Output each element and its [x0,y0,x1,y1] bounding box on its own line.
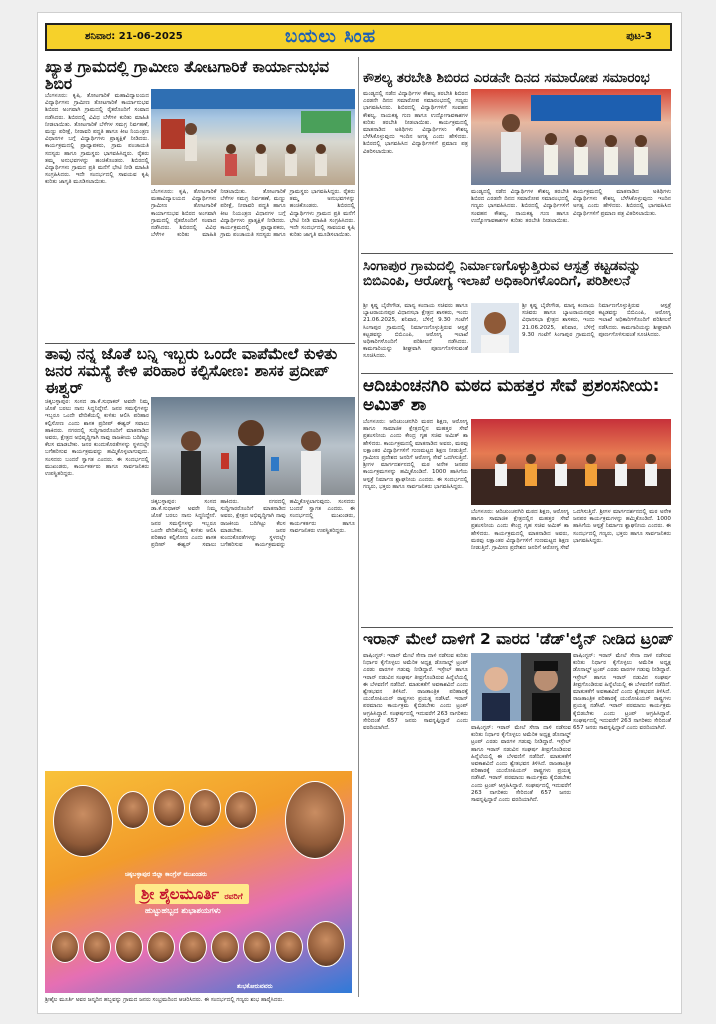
article-body: ಬೆಂಗಳೂರು: ಕೃಷಿ, ತೋಟಗಾರಿಕೆ ಮಹಾವಿದ್ಯಾಲಯದ ವಿದ್ಯಾರ್ಥಿಗಳು ಗ್ರಾಮೀಣ ತೋಟಗಾರಿಕೆ ಕಾರ್ಯಾನುಭವ ಶಿಬಿರದ ಅಂಗವಾಗಿ ಗ್ರಾಮದಲ್ಲಿ ರೈತರೊಂದಿಗೆ ಸಂವಾದ ನಡೆಸಿದರು. ಶಿಬಿರದಲ್ಲಿ ವಿವಿಧ ಬೆಳೆಗಳ ಕುರಿತು ಮಾಹಿತಿ ನೀಡಲಾಯಿತು. ತೋಟಗಾರಿಕೆ ಬೆಳೆಗಳ ಸಮಗ್ರ ನಿರ್ವಹಣೆ, ಮಣ್ಣು ಪರೀಕ್ಷೆ, ನೀರಾವರಿ ಪದ್ಧತಿ ಹಾಗೂ ಕೀಟ ನಿಯಂತ್ರಣ ವಿಧಾನಗಳ ಬಗ್ಗೆ ವಿದ್ಯಾರ್ಥಿಗಳು ಪ್ರಾತ್ಯಕ್ಷಿಕೆ ನೀಡಿದರು. ಕಾರ್ಯಕ್ರಮದಲ್ಲಿ ಪ್ರಾಧ್ಯಾಪಕರು, ಗ್ರಾಮ ಪಂಚಾಯತಿ ಸದಸ್ಯರು ಹಾಗೂ ಗ್ರಾಮಸ್ಥರು ಭಾಗವಹಿಸಿದ್ದರು. ರೈತರು ತಮ್ಮ ಅನುಭವಗಳನ್ನು ಹಂಚಿಕೊಂಡರು. ಶಿಬಿರದಲ್ಲಿ ವಿದ್ಯಾರ್ಥಿಗಳು ಗ್ರಾಮದ ಪ್ರತಿ ಮನೆಗೆ ಭೇಟಿ ನೀಡಿ ಮಾಹಿತಿ ಸಂಗ್ರಹಿಸಿದರು. ಇದೇ ಸಂದರ್ಭದಲ್ಲಿ ಸಾವಯವ ಕೃಷಿ ಕುರಿತು ಜಾಗೃತಿ ಮೂಡಿಸಲಾಯಿತು. [45,93,149,186]
article-headline: ಸಿಂಗಾಪುರ ಗ್ರಾಮದಲ್ಲಿ ನಿರ್ಮಾಣಗೊಳ್ಳುತ್ತಿರುವ ಆಸ್ಪತ್ರೆ ಕಟ್ಟಡವನ್ನು ಬಿಬಿಎಂಪಿ, ಆರೋಗ್ಯ ಇಲಾಖೆ ಅಧಿಕಾರಿಗಳೊಂದಿಗೆ, ಪರಿಶೀಲನೆ [363,258,641,289]
section-rule [361,373,673,374]
ad-sponsor: ಶುಭಕೋರುವವರು [237,983,273,990]
ad-portrait [51,931,79,963]
ad-name-text: ಶ್ರೀ ಶೈಲಮೂರ್ತಿ [141,885,220,903]
ad-honoree-name [135,884,249,904]
page-number: ಪುಟ-3 [626,31,652,42]
article-body-continued: ಬೆಂಗಳೂರು: ಕೃಷಿ, ತೋಟಗಾರಿಕೆ ಮಹಾವಿದ್ಯಾಲಯದ ವಿದ್ಯಾರ್ಥಿಗಳು ಗ್ರಾಮೀಣ ತೋಟಗಾರಿಕೆ ಕಾರ್ಯಾನುಭವ ಶಿಬಿರದ ಅಂಗವಾಗಿ ಗ್ರಾಮದಲ್ಲಿ ರೈತರೊಂದಿಗೆ ಸಂವಾದ ನಡೆಸಿದರು. ಶಿಬಿರದಲ್ಲಿ ವಿವಿಧ ಬೆಳೆಗಳ ಕುರಿತು ಮಾಹಿತಿ ನೀಡಲಾಯಿತು. ತೋಟಗಾರಿಕೆ ಬೆಳೆಗಳ ಸಮಗ್ರ ನಿರ್ವಹಣೆ, ಮಣ್ಣು ಪರೀಕ್ಷೆ, ನೀರಾವರಿ ಪದ್ಧತಿ ಹಾಗೂ ಕೀಟ ನಿಯಂತ್ರಣ ವಿಧಾನಗಳ ಬಗ್ಗೆ ವಿದ್ಯಾರ್ಥಿಗಳು ಪ್ರಾತ್ಯಕ್ಷಿಕೆ ನೀಡಿದರು. ಕಾರ್ಯಕ್ರಮದಲ್ಲಿ ಪ್ರಾಧ್ಯಾಪಕರು, ಗ್ರಾಮ ಪಂಚಾಯತಿ ಸದಸ್ಯರು ಹಾಗೂ ಗ್ರಾಮಸ್ಥರು ಭಾಗವಹಿಸಿದ್ದರು. ರೈತರು ತಮ್ಮ ಅನುಭವಗಳನ್ನು ಹಂಚಿಕೊಂಡರು. ಶಿಬಿರದಲ್ಲಿ ವಿದ್ಯಾರ್ಥಿಗಳು ಗ್ರಾಮದ ಪ್ರತಿ ಮನೆಗೆ ಭೇಟಿ ನೀಡಿ ಮಾಹಿತಿ ಸಂಗ್ರಹಿಸಿದರು. ಇದೇ ಸಂದರ್ಭದಲ್ಲಿ ಸಾವಯವ ಕೃಷಿ ಕುರಿತು ಜಾಗೃತಿ ಮೂಡಿಸಲಾಯಿತು. [151,189,355,239]
column-divider [358,57,359,997]
article-body: ಮಂಡ್ಯದಲ್ಲಿ ನಡೆದ ವಿದ್ಯಾರ್ಥಿಗಳ ಕೌಶಲ್ಯ ತರಬೇತಿ ಶಿಬಿರದ ಎರಡನೇ ದಿನದ ಸಮಾರೋಪ ಸಮಾರಂಭದಲ್ಲಿ ಗಣ್ಯರು ಭಾಗವಹಿಸಿದರು. ಶಿಬಿರದಲ್ಲಿ ವಿದ್ಯಾರ್ಥಿಗಳಿಗೆ ಸಂವಹನ ಕೌಶಲ್ಯ, ನಾಯಕತ್ವ ಗುಣ ಹಾಗೂ ಉದ್ಯೋಗಾವಕಾಶಗಳ ಕುರಿತು ತರಬೇತಿ ನೀಡಲಾಯಿತು. ಕಾರ್ಯಕ್ರಮದಲ್ಲಿ ಮಾತನಾಡಿದ ಅತಿಥಿಗಳು ವಿದ್ಯಾರ್ಥಿಗಳು ಕೌಶಲ್ಯ ಬೆಳೆಸಿಕೊಳ್ಳುವುದು ಇಂದಿನ ಅಗತ್ಯ ಎಂದು ಹೇಳಿದರು. ಶಿಬಿರದಲ್ಲಿ ಭಾಗವಹಿಸಿದ ವಿದ್ಯಾರ್ಥಿಗಳಿಗೆ ಪ್ರಮಾಣ ಪತ್ರ ವಿತರಿಸಲಾಯಿತು. [363,91,468,155]
article-headline: ಇರಾನ್ ಮೇಲೆ ದಾಳಿಗೆ 2 ವಾರದ 'ಡೆಡ್'ಲೈನ್ ನೀಡಿದ ಟ್ರಂಪ್ [363,630,674,648]
article-photo [471,89,671,185]
article-body: ಚಿಕ್ಕಬಳ್ಳಾಪುರ: ಸಂಸದ ಡಾ.ಕೆ.ಸುಧಾಕರ್ ಅವರೇ ನಿಮ್ಮ ಜೊತೆ ಬರಲು ನಾನು ಸಿದ್ಧನಿದ್ದೇನೆ. ಜನರ ಸಮಸ್ಯೆಗಳನ್ನು ಇಬ್ಬರೂ ಒಂದೇ ವೇದಿಕೆಯಲ್ಲಿ ಕುಳಿತು ಆಲಿಸಿ ಪರಿಹಾರ ಕಲ್ಪಿಸೋಣ ಎಂದು ಶಾಸಕ ಪ್ರದೀಪ್ ಈಶ್ವರ್ ಸವಾಲು ಹಾಕಿದರು. ನಗರದಲ್ಲಿ ಸುದ್ದಿಗಾರರೊಂದಿಗೆ ಮಾತನಾಡಿದ ಅವರು, ಕ್ಷೇತ್ರದ ಅಭಿವೃದ್ಧಿಗಾಗಿ ನಾವು ರಾಜಕೀಯ ಬದಿಗಿಟ್ಟು ಕೆಲಸ ಮಾಡಬೇಕು. ಜನರ ಕುಂದುಕೊರತೆಗಳನ್ನು ಸ್ಥಳದಲ್ಲೇ ಬಗೆಹರಿಸುವ ಕಾರ್ಯಕ್ರಮವನ್ನು ಹಮ್ಮಿಕೊಳ್ಳಲಾಗುವುದು. ಸಂಸದರು ಬಂದರೆ ಸ್ವಾಗತ ಎಂದರು. ಈ ಸಂದರ್ಭದಲ್ಲಿ ಮುಖಂಡರು, ಕಾರ್ಯಕರ್ತರು ಹಾಗೂ ಸಾರ್ವಜನಿಕರು ಉಪಸ್ಥಿತರಿದ್ದರು. [45,399,149,478]
article-headline: ಖ್ಯಾತ ಗ್ರಾಮದಲ್ಲಿ ಗ್ರಾಮೀಣ ತೋಟಗಾರಿಕೆ ಕಾರ್ಯಾನುಭವ ಶಿಬಿರ [45,58,330,94]
article-headline: ಕೌಶಲ್ಯ ತರಬೇತಿ ಶಿಬಿರದ ಎರಡನೇ ದಿನದ ಸಮಾರೋಪ ಸಮಾರಂಭ [363,70,650,86]
ad-portrait [285,781,345,859]
newspaper-page [37,12,682,1014]
section-rule [361,627,673,628]
leaders-photo-illustration [471,653,571,721]
section-rule [45,343,355,344]
ad-portrait [115,931,143,963]
article-body-continued: ಚಿಕ್ಕಬಳ್ಳಾಪುರ: ಸಂಸದ ಡಾ.ಕೆ.ಸುಧಾಕರ್ ಅವರೇ ನಿಮ್ಮ ಜೊತೆ ಬರಲು ನಾನು ಸಿದ್ಧನಿದ್ದೇನೆ. ಜನರ ಸಮಸ್ಯೆಗಳನ್ನು ಇಬ್ಬರೂ ಒಂದೇ ವೇದಿಕೆಯಲ್ಲಿ ಕುಳಿತು ಆಲಿಸಿ ಪರಿಹಾರ ಕಲ್ಪಿಸೋಣ ಎಂದು ಶಾಸಕ ಪ್ರದೀಪ್ ಈಶ್ವರ್ ಸವಾಲು ಹಾಕಿದರು. ನಗರದಲ್ಲಿ ಸುದ್ದಿಗಾರರೊಂದಿಗೆ ಮಾತನಾಡಿದ ಅವರು, ಕ್ಷೇತ್ರದ ಅಭಿವೃದ್ಧಿಗಾಗಿ ನಾವು ರಾಜಕೀಯ ಬದಿಗಿಟ್ಟು ಕೆಲಸ ಮಾಡಬೇಕು. ಜನರ ಕುಂದುಕೊರತೆಗಳನ್ನು ಸ್ಥಳದಲ್ಲೇ ಬಗೆಹರಿಸುವ ಕಾರ್ಯಕ್ರಮವನ್ನು ಹಮ್ಮಿಕೊಳ್ಳಲಾಗುವುದು. ಸಂಸದರು ಬಂದರೆ ಸ್ವಾಗತ ಎಂದರು. ಈ ಸಂದರ್ಭದಲ್ಲಿ ಮುಖಂಡರು, ಕಾರ್ಯಕರ್ತರು ಹಾಗೂ ಸಾರ್ವಜನಿಕರು ಉಪಸ್ಥಿತರಿದ್ದರು. [151,499,355,549]
ad-portrait [243,931,271,963]
ad-portrait [147,931,175,963]
article-photo [151,89,355,185]
masthead [45,23,672,51]
article-body-continued: ಮಂಡ್ಯದಲ್ಲಿ ನಡೆದ ವಿದ್ಯಾರ್ಥಿಗಳ ಕೌಶಲ್ಯ ತರಬೇತಿ ಶಿಬಿರದ ಎರಡನೇ ದಿನದ ಸಮಾರೋಪ ಸಮಾರಂಭದಲ್ಲಿ ಗಣ್ಯರು ಭಾಗವಹಿಸಿದರು. ಶಿಬಿರದಲ್ಲಿ ವಿದ್ಯಾರ್ಥಿಗಳಿಗೆ ಸಂವಹನ ಕೌಶಲ್ಯ, ನಾಯಕತ್ವ ಗುಣ ಹಾಗೂ ಉದ್ಯೋಗಾವಕಾಶಗಳ ಕುರಿತು ತರಬೇತಿ ನೀಡಲಾಯಿತು. ಕಾರ್ಯಕ್ರಮದಲ್ಲಿ ಮಾತನಾಡಿದ ಅತಿಥಿಗಳು ವಿದ್ಯಾರ್ಥಿಗಳು ಕೌಶಲ್ಯ ಬೆಳೆಸಿಕೊಳ್ಳುವುದು ಇಂದಿನ ಅಗತ್ಯ ಎಂದು ಹೇಳಿದರು. ಶಿಬಿರದಲ್ಲಿ ಭಾಗವಹಿಸಿದ ವಿದ್ಯಾರ್ಥಿಗಳಿಗೆ ಪ್ರಮಾಣ ಪತ್ರ ವಿತರಿಸಲಾಯಿತು. [471,189,671,224]
event-photo-illustration [151,89,355,185]
newspaper-title: ಬಯಲು ಸಿಂಹ [285,26,377,47]
portrait-photo [471,303,519,353]
ad-portrait [153,789,185,827]
article-body-continued: ವಾಷಿಂಗ್ಟನ್: ಇರಾನ್ ಮೇಲೆ ಸೇನಾ ದಾಳಿ ನಡೆಸುವ ಕುರಿತು ನಿರ್ಧಾರ ಕೈಗೊಳ್ಳಲು ಅಮೆರಿಕ ಅಧ್ಯಕ್ಷ ಡೊನಾಲ್ಡ್ ಟ್ರಂಪ್ ಎರಡು ವಾರಗಳ ಗಡುವು ನೀಡಿದ್ದಾರೆ. ಇಸ್ರೇಲ್ ಹಾಗೂ ಇರಾನ್ ನಡುವಿನ ಸಂಘರ್ಷ ತೀವ್ರಗೊಂಡಿರುವ ಹಿನ್ನೆಲೆಯಲ್ಲಿ ಈ ಬೆಳವಣಿಗೆ ನಡೆದಿದೆ. ಮಾತುಕತೆಗೆ ಅವಕಾಶವಿದೆ ಎಂದು ಶ್ವೇತಭವನ ತಿಳಿಸಿದೆ. ರಾಜತಾಂತ್ರಿಕ ಪರಿಹಾರಕ್ಕೆ ಯುರೋಪಿಯನ್ ರಾಷ್ಟ್ರಗಳು ಪ್ರಯತ್ನ ನಡೆಸಿವೆ. ಇರಾನ್ ಪರಮಾಣು ಕಾರ್ಯಕ್ರಮ ಕೈಬಿಡಬೇಕು ಎಂದು ಟ್ರಂಪ್ ಆಗ್ರಹಿಸಿದ್ದಾರೆ. ಸಂಘರ್ಷದಲ್ಲಿ ಇದುವರೆಗೆ 263 ನಾಗರಿಕರು ಸೇರಿದಂತೆ 657 ಜನರು ಸಾವನ್ನಪ್ಪಿದ್ದಾರೆ ಎಂದು ವರದಿಯಾಗಿದೆ. [573,653,671,732]
ad-portrait [117,791,149,829]
workshop-photo-illustration [471,89,671,185]
ad-caption: ಶ್ರೀಶೈಲ ಮೂರ್ತಿ ಅವರ ಜನ್ಮದಿನ ಹಬ್ಬವನ್ನು ಗ್ರಾಮದ ಜನರು ಸಂಭ್ರಮದಿಂದ ಆಚರಿಸಿದರು. ಈ ಸಂದರ್ಭದಲ್ಲಿ ಗಣ್ಯರು ಶುಭ ಹಾರೈಸಿದರು. [45,997,285,1003]
birthday-advertisement [45,771,352,993]
ad-portrait [83,931,111,963]
section-rule [361,253,673,254]
article-body: ಬೆಂಗಳೂರು: ಆದಿಚುಂಚನಗಿರಿ ಮಠದ ಶಿಕ್ಷಣ, ಆರೋಗ್ಯ ಹಾಗೂ ಸಾಮಾಜಿಕ ಕ್ಷೇತ್ರದಲ್ಲಿನ ಮಹತ್ತರ ಸೇವೆ ಪ್ರಶಂಸನೀಯ ಎಂದು ಕೇಂದ್ರ ಗೃಹ ಸಚಿವ ಅಮಿತ್ ಶಾ ಹೇಳಿದರು. ಕಾರ್ಯಕ್ರಮದಲ್ಲಿ ಮಾತನಾಡಿದ ಅವರು, ಮಠವು ಲಕ್ಷಾಂತರ ವಿದ್ಯಾರ್ಥಿಗಳಿಗೆ ಗುಣಮಟ್ಟದ ಶಿಕ್ಷಣ ನೀಡುತ್ತಿದೆ. ಗ್ರಾಮೀಣ ಪ್ರದೇಶದ ಜನರಿಗೆ ಆರೋಗ್ಯ ಸೇವೆ ಒದಗಿಸುತ್ತಿದೆ. ಶ್ರೀಗಳ ಮಾರ್ಗದರ್ಶನದಲ್ಲಿ ಮಠ ಅನೇಕ ಜನಪರ ಕಾರ್ಯಕ್ರಮಗಳನ್ನು ಹಮ್ಮಿಕೊಂಡಿದೆ. 1000 ಹಾಸಿಗೆಯ ಆಸ್ಪತ್ರೆ ನಿರ್ಮಾಣ ಶ್ಲಾಘನೀಯ ಎಂದರು. ಈ ಸಂದರ್ಭದಲ್ಲಿ ಗಣ್ಯರು, ಭಕ್ತರು ಹಾಗೂ ಸಾರ್ವಜನಿಕರು ಭಾಗವಹಿಸಿದ್ದರು. [363,419,468,490]
article-photo [471,653,571,721]
article-body: ಶ್ರೀ ಕೃಷ್ಣ ಬೈರೇಗೌಡ, ಮಾನ್ಯ ಕಂದಾಯ ಸಚಿವರು ಹಾಗೂ ಬ್ಯಾಟರಾಯನಪುರ ವಿಧಾನಸಭಾ ಕ್ಷೇತ್ರದ ಶಾಸಕರು, ಇಂದು 21.06.2025, ಶನಿವಾರ, ಬೆಳಿಗ್ಗೆ 9.30 ಗಂಟೆಗೆ ಸಿಂಗಾಪುರ ಗ್ರಾಮದಲ್ಲಿ ನಿರ್ಮಾಣಗೊಳ್ಳುತ್ತಿರುವ ಆಸ್ಪತ್ರೆ ಕಟ್ಟಡವನ್ನು ಬಿಬಿಎಂಪಿ, ಆರೋಗ್ಯ ಇಲಾಖೆ ಅಧಿಕಾರಿಗಳೊಂದಿಗೆ ಪರಿಶೀಲನೆ ನಡೆಸಿದರು. ಕಾಮಗಾರಿಯನ್ನು ಶೀಘ್ರವಾಗಿ ಪೂರ್ಣಗೊಳಿಸುವಂತೆ ಸೂಚಿಸಿದರು. [363,303,468,360]
portrait-illustration [471,303,519,353]
article-body-continued: ಬೆಂಗಳೂರು: ಆದಿಚುಂಚನಗಿರಿ ಮಠದ ಶಿಕ್ಷಣ, ಆರೋಗ್ಯ ಹಾಗೂ ಸಾಮಾಜಿಕ ಕ್ಷೇತ್ರದಲ್ಲಿನ ಮಹತ್ತರ ಸೇವೆ ಪ್ರಶಂಸನೀಯ ಎಂದು ಕೇಂದ್ರ ಗೃಹ ಸಚಿವ ಅಮಿತ್ ಶಾ ಹೇಳಿದರು. ಕಾರ್ಯಕ್ರಮದಲ್ಲಿ ಮಾತನಾಡಿದ ಅವರು, ಮಠವು ಲಕ್ಷಾಂತರ ವಿದ್ಯಾರ್ಥಿಗಳಿಗೆ ಗುಣಮಟ್ಟದ ಶಿಕ್ಷಣ ನೀಡುತ್ತಿದೆ. ಗ್ರಾಮೀಣ ಪ್ರದೇಶದ ಜನರಿಗೆ ಆರೋಗ್ಯ ಸೇವೆ ಒದಗಿಸುತ್ತಿದೆ. ಶ್ರೀಗಳ ಮಾರ್ಗದರ್ಶನದಲ್ಲಿ ಮಠ ಅನೇಕ ಜನಪರ ಕಾರ್ಯಕ್ರಮಗಳನ್ನು ಹಮ್ಮಿಕೊಂಡಿದೆ. 1000 ಹಾಸಿಗೆಯ ಆಸ್ಪತ್ರೆ ನಿರ್ಮಾಣ ಶ್ಲಾಘನೀಯ ಎಂದರು. ಈ ಸಂದರ್ಭದಲ್ಲಿ ಗಣ್ಯರು, ಭಕ್ತರು ಹಾಗೂ ಸಾರ್ವಜನಿಕರು ಭಾಗವಹಿಸಿದ್ದರು. [471,509,671,552]
ad-portrait [189,789,221,827]
ad-portrait [211,931,239,963]
ad-portrait [275,931,303,963]
article-headline: ಆದಿಚುಂಚನಗಿರಿ ಮಠದ ಮಹತ್ತರ ಸೇವೆ ಪ್ರಶಂಸನೀಯ: ಅಮಿತ್ ಶಾ [363,376,660,415]
ad-portrait [179,931,207,963]
ad-portrait [225,791,257,829]
article-body-continued: ಶ್ರೀ ಕೃಷ್ಣ ಬೈರೇಗೌಡ, ಮಾನ್ಯ ಕಂದಾಯ ಸಚಿವರು ಹಾಗೂ ಬ್ಯಾಟರಾಯನಪುರ ವಿಧಾನಸಭಾ ಕ್ಷೇತ್ರದ ಶಾಸಕರು, ಇಂದು 21.06.2025, ಶನಿವಾರ, ಬೆಳಿಗ್ಗೆ 9.30 ಗಂಟೆಗೆ ಸಿಂಗಾಪುರ ಗ್ರಾಮದಲ್ಲಿ ನಿರ್ಮಾಣಗೊಳ್ಳುತ್ತಿರುವ ಆಸ್ಪತ್ರೆ ಕಟ್ಟಡವನ್ನು ಬಿಬಿಎಂಪಿ, ಆರೋಗ್ಯ ಇಲಾಖೆ ಅಧಿಕಾರಿಗಳೊಂದಿಗೆ ಪರಿಶೀಲನೆ ನಡೆಸಿದರು. ಕಾಮಗಾರಿಯನ್ನು ಶೀಘ್ರವಾಗಿ ಪೂರ್ಣಗೊಳಿಸುವಂತೆ ಸೂಚಿಸಿದರು. [522,303,671,338]
ceremony-photo-illustration [471,419,671,505]
article-body-continued: ವಾಷಿಂಗ್ಟನ್: ಇರಾನ್ ಮೇಲೆ ಸೇನಾ ದಾಳಿ ನಡೆಸುವ ಕುರಿತು ನಿರ್ಧಾರ ಕೈಗೊಳ್ಳಲು ಅಮೆರಿಕ ಅಧ್ಯಕ್ಷ ಡೊನಾಲ್ಡ್ ಟ್ರಂಪ್ ಎರಡು ವಾರಗಳ ಗಡುವು ನೀಡಿದ್ದಾರೆ. ಇಸ್ರೇಲ್ ಹಾಗೂ ಇರಾನ್ ನಡುವಿನ ಸಂಘರ್ಷ ತೀವ್ರಗೊಂಡಿರುವ ಹಿನ್ನೆಲೆಯಲ್ಲಿ ಈ ಬೆಳವಣಿಗೆ ನಡೆದಿದೆ. ಮಾತುಕತೆಗೆ ಅವಕಾಶವಿದೆ ಎಂದು ಶ್ವೇತಭವನ ತಿಳಿಸಿದೆ. ರಾಜತಾಂತ್ರಿಕ ಪರಿಹಾರಕ್ಕೆ ಯುರೋಪಿಯನ್ ರಾಷ್ಟ್ರಗಳು ಪ್ರಯತ್ನ ನಡೆಸಿವೆ. ಇರಾನ್ ಪರಮಾಣು ಕಾರ್ಯಕ್ರಮ ಕೈಬಿಡಬೇಕು ಎಂದು ಟ್ರಂಪ್ ಆಗ್ರಹಿಸಿದ್ದಾರೆ. ಸಂಘರ್ಷದಲ್ಲಿ ಇದುವರೆಗೆ 263 ನಾಗರಿಕರು ಸೇರಿದಂತೆ 657 ಜನರು ಸಾವನ್ನಪ್ಪಿದ್ದಾರೆ ಎಂದು ವರದಿಯಾಗಿದೆ. [471,725,571,804]
press-meet-photo-illustration [151,397,355,495]
ad-portrait [307,921,345,967]
ad-name-suffix: ರವರಿಗೆ [224,892,243,901]
ad-subtitle: ಚಿಕ್ಕಬಳ್ಳಾಪುರ ಜಿಲ್ಲಾ ಕಾಂಗ್ರೆಸ್ ಮುಖಂಡರು [125,871,208,878]
issue-date: ಶನಿವಾರ: 21-06-2025 [85,31,183,42]
article-photo [471,419,671,505]
article-photo [151,397,355,495]
article-body: ವಾಷಿಂಗ್ಟನ್: ಇರಾನ್ ಮೇಲೆ ಸೇನಾ ದಾಳಿ ನಡೆಸುವ ಕುರಿತು ನಿರ್ಧಾರ ಕೈಗೊಳ್ಳಲು ಅಮೆರಿಕ ಅಧ್ಯಕ್ಷ ಡೊನಾಲ್ಡ್ ಟ್ರಂಪ್ ಎರಡು ವಾರಗಳ ಗಡುವು ನೀಡಿದ್ದಾರೆ. ಇಸ್ರೇಲ್ ಹಾಗೂ ಇರಾನ್ ನಡುವಿನ ಸಂಘರ್ಷ ತೀವ್ರಗೊಂಡಿರುವ ಹಿನ್ನೆಲೆಯಲ್ಲಿ ಈ ಬೆಳವಣಿಗೆ ನಡೆದಿದೆ. ಮಾತುಕತೆಗೆ ಅವಕಾಶವಿದೆ ಎಂದು ಶ್ವೇತಭವನ ತಿಳಿಸಿದೆ. ರಾಜತಾಂತ್ರಿಕ ಪರಿಹಾರಕ್ಕೆ ಯುರೋಪಿಯನ್ ರಾಷ್ಟ್ರಗಳು ಪ್ರಯತ್ನ ನಡೆಸಿವೆ. ಇರಾನ್ ಪರಮಾಣು ಕಾರ್ಯಕ್ರಮ ಕೈಬಿಡಬೇಕು ಎಂದು ಟ್ರಂಪ್ ಆಗ್ರಹಿಸಿದ್ದಾರೆ. ಸಂಘರ್ಷದಲ್ಲಿ ಇದುವರೆಗೆ 263 ನಾಗರಿಕರು ಸೇರಿದಂತೆ 657 ಜನರು ಸಾವನ್ನಪ್ಪಿದ್ದಾರೆ ಎಂದು ವರದಿಯಾಗಿದೆ. [363,653,468,732]
ad-wish: ಹುಟ್ಟುಹಬ್ಬದ ಶುಭಾಶಯಗಳು [145,906,221,915]
article-headline: ತಾವು ನನ್ನ ಜೊತೆ ಬನ್ನಿ ಇಬ್ಬರು ಒಂದೇ ವಾಪೆಮೇಲೆ ಕುಳಿತು ಜನರ ಸಮಸ್ಯೆ ಕೇಳಿ ಪರಿಹಾರ ಕಲ್ಪಿಸೋಣ: ಶಾಸಕ ಪ್ರದೀಪ್ ಈಶ್ವರ್ [45,345,338,398]
ad-portrait [53,785,113,857]
